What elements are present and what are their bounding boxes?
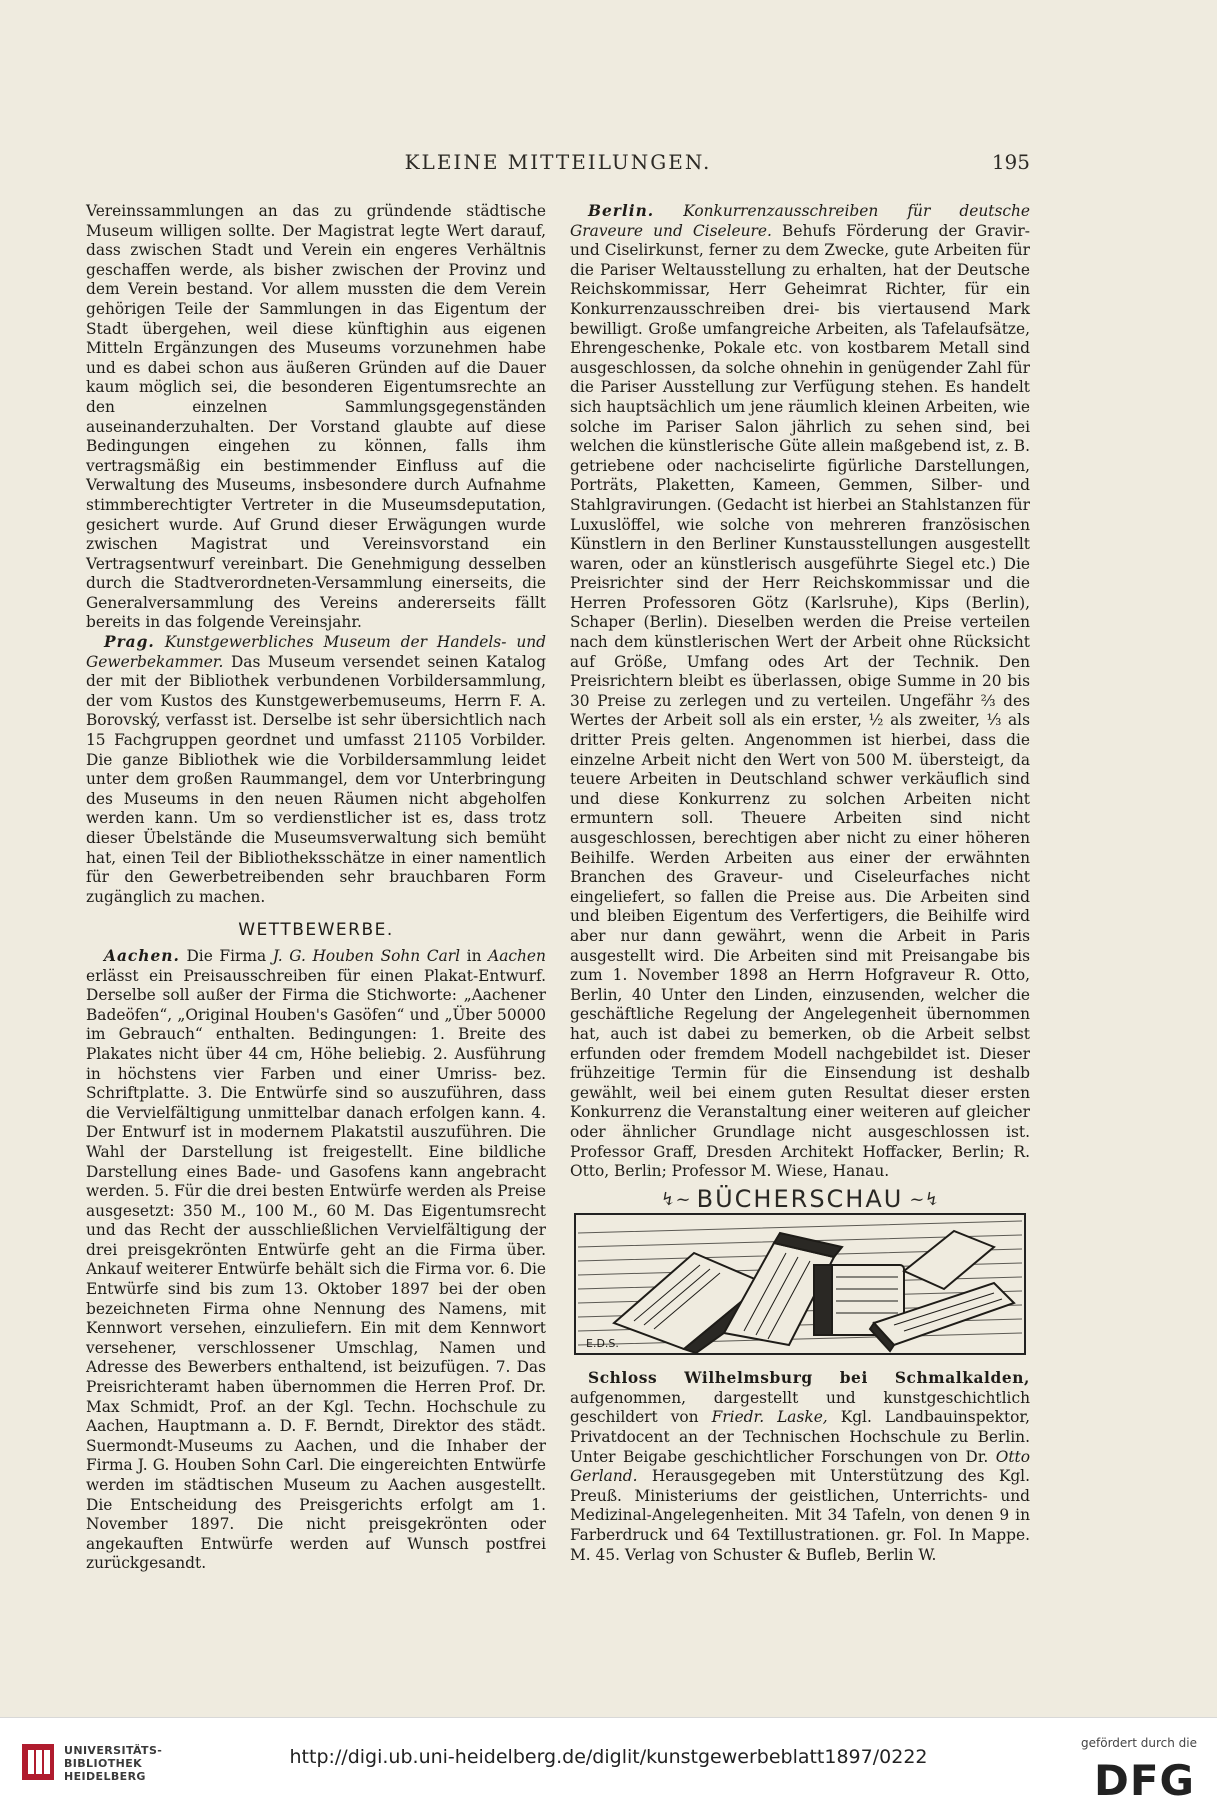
- page-header: [86, 148, 1030, 176]
- paragraph-berlin: [570, 202, 1030, 1182]
- library-line: HEIDELBERG: [64, 1770, 146, 1783]
- library-line: UNIVERSITÄTS-: [64, 1744, 163, 1757]
- page-content: [86, 148, 1030, 1573]
- scroll-ornament-right-icon: ~↯: [909, 1188, 940, 1210]
- sponsor-label: gefördert durch die: [1081, 1736, 1197, 1750]
- berlin-text: Behufs Förderung der Gravir- und Ciselirkunst, ferner zu dem Zwecke, gute Arbeiten für die Pariser Weltausstellung zu erhalten, hat der Deutsche Reichskommissar, Herr Geheimrat Richter, für ein Konkurrenzausschreiben drei- bis viertausend Mark bewilligt. Große umfangreiche Arbeiten, als Tafelaufsätze, Ehrengeschenke, Pokale etc. von kostbarem Metall sind ausgeschlossen, da solche ohnehin in genügender Zahl für die Pariser Ausstellung zur Verfügung stehen. Es handelt sich hauptsächlich um jene räumlich kleinen Arbeiten, wie solche im Pariser Salon jährlich zu sehen sind, bei welchen die künstlerische Güte allein maßgebend ist, z. B. getriebene oder nachciselirte figürliche Darstellungen, Porträts, Plaketten, Kameen, Gemmen, Silber- und Stahlgravirungen. (Gedacht ist hierbei an Stahlstanzen für Luxuslöffel, wie solche von mehreren französischen Künstlern in den Berliner Kunstausstellungen ausgestellt waren, oder an künstlerisch ausgeführte Siegel etc.) Die Preisrichter sind der Herr Reichskommissar und die Herren Professoren Götz (Karlsruhe), Kips (Berlin), Schaper (Berlin). Dieselben werden die Preise verteilen nach dem künstlerischen Wert der Arbeit ohne Rücksicht auf Größe, Umfang odes Art der Technik. Den Preisrichtern bleibt es überlassen, obige Summe in 20 bis 30 Preise zu zerlegen und zu verteilen. Ungefähr ⅔ des Wertes der Arbeit soll als ein erster, ½ als zweiter, ⅓ als dritter Preis gelten. Angenommen ist hierbei, dass die einzelne Arbeit nicht den Wert von 500 M. übersteigt, da teuere Arbeiten in Deutschland schwer verkäuflich sind und diese Konkurrenz zu solchen Arbeiten nicht ermuntern soll. Theuere Arbeiten sind nicht ausgeschlossen, berechtigen aber nicht zu einer höheren Beihilfe. Werden Arbeiten aus einer der erwähnten Branchen des Graveur- und Ciseleurfaches nicht eingeliefert, so fallen die Preise aus. Die Arbeiten sind und bleiben Eigentum des Verfertigers, die Beihilfe wird aber nur dann gewährt, wenn die Arbeit in Paris ausgestellt wird. Die Arbeiten sind mit Preisangabe bis zum 1. November 1898 an Herrn Hofgraveur R. Otto, Berlin, 40 Unter den Linden, einzusenden, welcher die geschäftliche Regelung der Angelegenheit übernommen hat, auch ist dabei zu bemerken, ob die Arbeit selbst erfunden oder fremdem Modell nachgebildet ist. Dieser frühzeitige Termin für die Einsendung ist deshalb gewählt, weil bei einem guten Resultat dieser ersten Konkurrenz die Veranstaltung einer weiteren auf gleicher oder ähnlicher Grundlage nicht ausgeschlossen ist. Professor Graff, Dresden Architekt Hoffacker, Berlin; R. Otto, Berlin; Professor M. Wiese, Hanau.: [570, 221, 1030, 1181]
- viewer-footer: [0, 1717, 1217, 1806]
- bucherschau-heading: [570, 1184, 1030, 1213]
- running-title: KLEINE MITTEILUNGEN.: [404, 150, 712, 174]
- prag-lead: Prag.: [104, 633, 155, 652]
- aachen-in: in: [466, 946, 482, 965]
- section-heading-wettbewerbe: WETTBEWERBE.: [238, 920, 394, 941]
- book-coauthor: Otto Gerland.: [570, 1447, 1030, 1486]
- permalink-url[interactable]: http://digi.ub.uni-heidelberg.de/diglit/kunstgewerbeblatt1897/0222: [289, 1746, 928, 1768]
- paragraph-prag: [86, 633, 546, 907]
- aachen-pre: Die Firma: [186, 946, 267, 965]
- aachen-firm: J. G. Houben Sohn Carl: [272, 946, 461, 965]
- book-text-3: Herausgegeben mit Unterstützung des Kgl. Preuß. Ministeriums der geistlichen, Unterrichts- und Medizinal-Angelegenheiten. Mit 34 Tafeln, von denen 9 in Farberdruck und 64 Textillustrationen. gr. Fol. In Mappe. M. 45. Verlag von Schuster & Bufleb, Berlin W.: [570, 1467, 1030, 1564]
- paragraph-aachen: [86, 947, 546, 1574]
- berlin-lead: Berlin.: [588, 202, 655, 220]
- book-author: Friedr. Laske,: [711, 1408, 828, 1427]
- bucherschau-title: BÜCHERSCHAU: [696, 1184, 904, 1213]
- prag-text: Das Museum versendet seinen Katalog der mit der Bibliothek verbundenen Vorbildersammlung, der vom Kustos des Kunstgewerbemuseums, Herrn F. A. Borovský, verfasst ist. Derselbe ist sehr übersichtlich nach 15 Fachgruppen geordnet und umfasst 21105 Vorbilder. Die ganze Bibliothek wie die Vorbildersammlung leidet unter dem großen Raummangel, dem vor Unterbringung des Museums in den neuen Räumen nicht abgeholfen werden kann. Um so verdienstlicher ist es, dass trotz dieser Übelstände die Museumsverwaltung sich bemüht hat, einen Teil der Bibliotheksschätze in einer namentlich für den Gewerbetreibenden sehr brauchbaren Form zugänglich zu machen.: [86, 652, 546, 906]
- prag-title: Kunstgewerbliches Museum der Handels- und Gewerbekammer.: [86, 633, 546, 671]
- book-text-1: aufgenommen, dargestellt und kunstgeschichtlich geschildert von: [570, 1388, 1030, 1427]
- aachen-city: Aachen: [488, 946, 546, 965]
- page-number: 195: [991, 150, 1030, 174]
- woodcut-signature: E.D.S.: [586, 1337, 619, 1351]
- library-line: BIBLIOTHEK: [64, 1757, 143, 1770]
- book-title: Schloss Wilhelmsburg bei Schmalkalden,: [588, 1369, 1030, 1388]
- paragraph-museum: Vereinssammlungen an das zu gründende städtische Museum willigen sollte. Der Magistrat legte Wert darauf, dass zwischen Stadt und Verein ein engeres Verhältnis geschaffen werde, als bisher zwischen der Provinz und dem Verein bestand. Vor allem mussten die dem Verein gehörigen Teile der Sammlungen in das Eigentum der Stadt übergehen, weil diese künftighin aus eigenen Mitteln Ergänzungen des Museums vorzunehmen habe und es dabei schon aus äußeren Gründen auf die Dauer kaum möglich sei, die besonderen Eigentumsrechte an den einzelnen Sammlungsgegenständen auseinanderzuhalten. Der Vorstand glaubte auf diese Bedingungen eingehen zu können, falls ihm vertragsmäßig ein bestimmender Einfluss auf die Verwaltung des Museums, insbesondere durch Aufnahme stimmberechtigter Vertreter in die Museumsdeputation, gesichert wurde. Auf Grund dieser Erwägungen wurde zwischen Magistrat und Vereinsvorstand ein Vertragsentwurf vereinbart. Die Genehmigung desselben durch die Stadtverordneten-Versammlung einerseits, die Generalversammlung des Vereins andererseits fällt bereits in das folgende Vereinsjahr.: [86, 202, 546, 632]
- dfg-logo[interactable]: DFG: [1093, 1756, 1195, 1805]
- aachen-text: erlässt ein Preisausschreiben für einen Plakat-Entwurf. Derselbe soll außer der Firma die Stichworte: „Aachener Badeöfen“, „Original Houben's Gasöfen“ und „Über 50000 im Gebrauch“ enthalten. Bedingungen: 1. Breite des Plakates nicht über 44 cm, Höhe beliebig. 2. Ausführung in höchstens vier Farben und einer Umriss- bez. Schriftplatte. 3. Die Entwürfe sind so auszuführen, dass die Vervielfältigung unmittelbar danach erfolgen kann. 4. Der Entwurf ist in modernem Plakatstil auszuführen. Die Wahl der Darstellung ist freigestellt. Eine bildliche Darstellung eines Bade- und Gasofens kann angebracht werden. 5. Für die drei besten Entwürfe werden als Preise ausgesetzt: 350 M., 100 M., 60 M. Das Eigentumsrecht und das Recht der ausschließlichen Vervielfältigung der drei preisgekrönten Entwürfe geht an die Firma über. Ankauf weiterer Entwürfe behält sich die Firma vor. 6. Die Entwürfe sind bis zum 13. Oktober 1897 bei der oben bezeichneten Firma ohne Nennung des Namens, mit Kennwort versehen, einzuliefern. Ein mit dem Kennwort versehener, verschlossener Umschlag, Namen und Adresse des Bewerbers enthaltend, ist beizufügen. 7. Das Preisrichteramt haben übernommen die Herren Prof. Dr. Max Schmidt, Prof. an der Kgl. Techn. Hochschule zu Aachen, Hauptmann a. D. F. Berndt, Direktor des städt. Suermondt-Museums zu Aachen, und die Inhaber der Firma J. G. Houben Sohn Carl. Die eingereichten Entwürfe werden im städtischen Museum zu Aachen ausgestellt. Die Entscheidung des Preisgerichts erfolgt am 1. November 1897. Die nicht preisgekrönten oder angekauften Entwürfe werden auf Wunsch postfrei zurückgesandt.: [86, 966, 546, 1573]
- aachen-lead: Aachen.: [104, 946, 180, 965]
- books-woodcut-illustration: [574, 1213, 1026, 1355]
- left-column: [86, 202, 546, 1574]
- berlin-title: Konkurrenzausschreiben für deutsche Graveure und Ciseleure.: [570, 202, 1030, 240]
- scroll-ornament-left-icon: ↯~: [660, 1188, 691, 1210]
- right-column: [570, 202, 1030, 1565]
- book-text-2: Kgl. Landbauinspektor, Privatdocent an der Technischen Hochschule zu Berlin. Unter Beigabe geschichtlicher Forschungen von Dr.: [570, 1408, 1030, 1466]
- paragraph-book-review: [570, 1369, 1030, 1565]
